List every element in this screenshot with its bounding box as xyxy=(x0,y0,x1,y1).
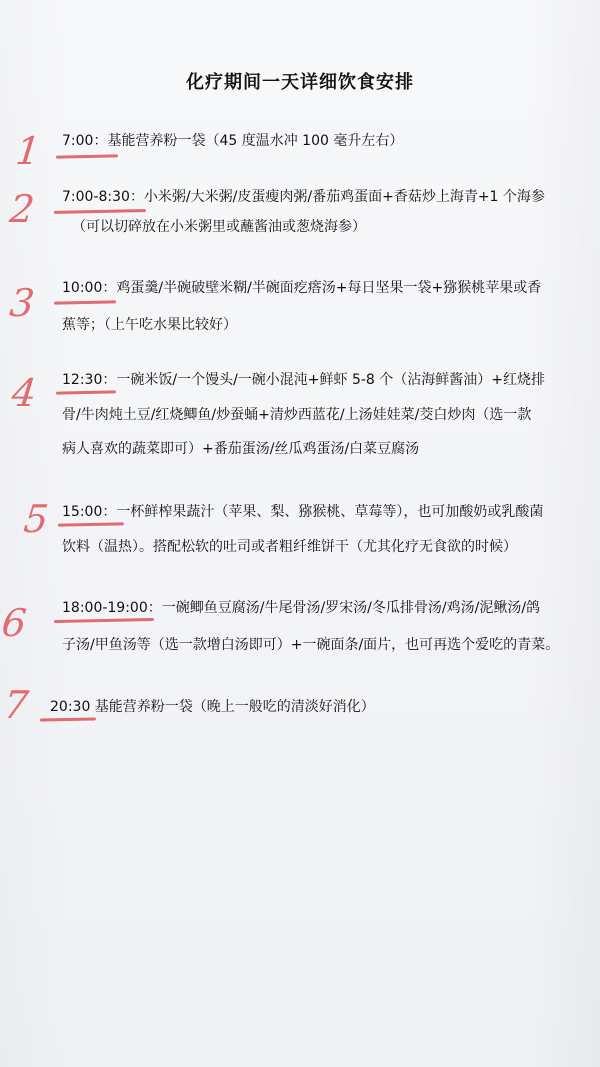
entry-time: 15:00 xyxy=(62,504,103,520)
entry-line xyxy=(50,697,582,717)
marker-1: 1 xyxy=(13,129,43,173)
schedule-entry-1 xyxy=(62,131,594,151)
schedule-entry-2 xyxy=(62,187,594,237)
entry-line xyxy=(62,131,594,151)
schedule-entry-6 xyxy=(62,598,594,655)
marker-7: 7 xyxy=(1,683,31,727)
entry-text: ：一碗米饭/一个馒头/一碗小混沌+鲜虾 5-8 个（沾海鲜酱油）+红烧排 xyxy=(102,372,546,388)
entry-time: 12:30 xyxy=(62,372,103,388)
marker-2: 2 xyxy=(7,187,37,231)
entry-time: 7:00 xyxy=(62,133,94,149)
marker-5: 5 xyxy=(21,497,51,541)
entry-text: ：一杯鲜榨果蔬汁（苹果、梨、猕猴桃、草莓等），也可加酸奶或乳酸菌 xyxy=(102,504,544,520)
marker-6: 6 xyxy=(0,601,29,645)
entry-line: 蕉等；（上午吃水果比较好） xyxy=(62,317,237,333)
underline-7 xyxy=(40,717,96,721)
underline-1 xyxy=(56,154,118,158)
entry-line: （可以切碎放在小米粥里或蘸酱油或葱烧海参） xyxy=(72,219,366,235)
entry-line xyxy=(62,278,594,298)
entry-time: 20:30 xyxy=(50,699,91,715)
entry-line: 饮料（温热）。搭配松软的吐司或者粗纤维饼干（尤其化疗无食欲的时候） xyxy=(62,539,517,555)
entry-line: 子汤/甲鱼汤等（选一款增白汤即可）+一碗面条/面片，也可再选个爱吃的青菜。 xyxy=(62,637,560,653)
marker-3: 3 xyxy=(7,281,37,325)
schedule-entry-7 xyxy=(50,697,582,717)
entry-time: 10:00 xyxy=(62,280,103,296)
entry-line xyxy=(62,502,594,522)
marker-4: 4 xyxy=(9,371,39,415)
entry-line xyxy=(62,370,594,390)
entry-text: ：基能营养粉一袋（45 度温水冲 100 毫升左右） xyxy=(93,133,404,149)
entry-text: 基能营养粉一袋（晚上一般吃的清淡好消化） xyxy=(90,699,375,715)
entry-text: ：一碗鲫鱼豆腐汤/牛尾骨汤/罗宋汤/冬瓜排骨汤/鸡汤/泥鳅汤/鸽 xyxy=(147,600,541,616)
entry-line xyxy=(62,598,594,618)
entry-time: 7:00-8:30 xyxy=(62,189,130,205)
entry-line xyxy=(62,187,594,207)
entry-text: ：小米粥/大米粥/皮蛋瘦肉粥/番茄鸡蛋面+香菇炒上海青+1 个海参 xyxy=(129,189,545,205)
schedule-entry-5 xyxy=(62,502,594,557)
page-title: 化疗期间一天详细饮食安排 xyxy=(186,72,414,93)
schedule-entry-3 xyxy=(62,278,594,335)
entry-line: 病人喜欢的蔬菜即可）+番茄蛋汤/丝瓜鸡蛋汤/白菜豆腐汤 xyxy=(62,441,420,457)
entry-line: 骨/牛肉炖土豆/红烧鲫鱼/炒蚕蛹+清炒西蓝花/上汤娃娃菜/茭白炒肉（选一款 xyxy=(62,407,532,423)
entry-text: ：鸡蛋羹/半碗破壁米糊/半碗面疙瘩汤+每日坚果一袋+猕猴桃苹果或香 xyxy=(102,280,542,296)
entry-time: 18:00-19:00 xyxy=(62,600,148,616)
schedule-entry-4 xyxy=(62,370,594,459)
